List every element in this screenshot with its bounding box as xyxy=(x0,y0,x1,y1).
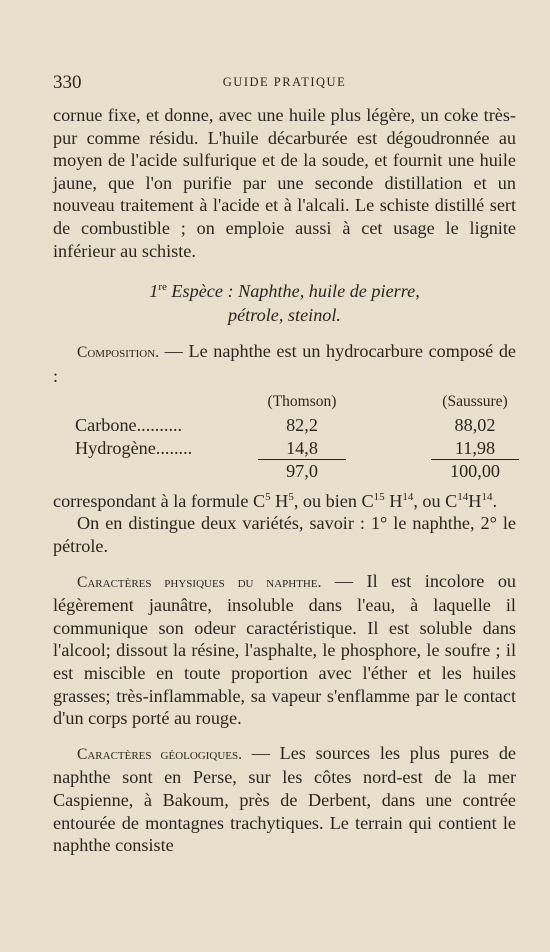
row-label: Hydrogène........ xyxy=(75,437,193,458)
geological-text: — Les sources les plus pures de naphthe sont en Perse, sur les côtes nord-est de la mer Caspienne, à Bakoum, près de Derbent, dans une contrée entourée de montagnes trachytiques. Le terrain qui contient le naphthe consiste xyxy=(53,742,517,856)
col-header-thomson: (Thomson) xyxy=(267,393,337,411)
paragraph-schiste: cornue fixe, et donne, avec une huile plus légère, un coke très-pur comme résidu. L'huile décarburée est dégoudronnée au moyen de l'acide sulfurique et de la soude, et fournit une huile jaune, que l'on purifie par une seconde distillation et un nouveau traitement à l'acide et à l'alcali. Le schiste distillé sert de combustible ; on emploie aussi à cet usage le lignite inférieur au schiste. xyxy=(53,105,516,261)
formula-text: H xyxy=(384,490,403,511)
table-row xyxy=(53,414,516,437)
col-header-saussure: (Saussure) xyxy=(442,393,508,411)
saussure-value: 11,98 xyxy=(454,437,496,458)
table-total-row xyxy=(53,459,516,482)
species-number: 1 xyxy=(149,281,159,302)
formula-paragraph xyxy=(53,486,516,513)
geological-paragraph xyxy=(53,742,516,857)
species-heading xyxy=(53,275,516,327)
formula-text: H xyxy=(468,490,482,511)
thomson-total: 97,0 xyxy=(258,459,346,483)
formula-subscript: 14 xyxy=(457,490,469,503)
species-title-line1: Espèce : Naphthe, huile de pierre, xyxy=(166,281,420,302)
species-number-suffix: re xyxy=(158,281,167,294)
formula-text: . xyxy=(492,490,497,511)
physical-title: Caractères physiques du naphthe. xyxy=(77,573,322,591)
physical-text: — Il est incolore ou légèrement jaunâtre, insoluble dans l'eau, à laquelle il communique son odeur caractéristique. Il est soluble dans l'alcool; dissout la résine, l'asphalte, le phosphore, le soufre ; il est miscible en toute proportion avec l'éther et les huiles grasses; très-inflammable, sa vapeur s'enflamme par le contact d'un corps porté au rouge. xyxy=(53,570,517,729)
formula-subscript: 14 xyxy=(481,490,493,503)
formula-text: , ou bien C xyxy=(293,490,374,511)
composition-paragraph xyxy=(53,340,516,387)
geological-title: Caractères géologiques. xyxy=(77,745,243,763)
saussure-value: 88,02 xyxy=(454,415,496,435)
formula-text: H xyxy=(270,490,289,511)
page-header xyxy=(53,72,516,96)
formula-subscript: 14 xyxy=(402,490,414,503)
formula-subscript: 5 xyxy=(265,490,271,503)
physical-paragraph xyxy=(53,570,516,730)
formula-subscript: 5 xyxy=(288,490,294,503)
table-row xyxy=(53,437,516,460)
composition-title: Composition. xyxy=(77,344,160,362)
thomson-value: 82,2 xyxy=(286,415,318,435)
saussure-total: 100,00 xyxy=(431,459,519,483)
page-body xyxy=(53,104,516,857)
species-title-line2: pétrole, steinol. xyxy=(228,305,341,326)
table-header-row xyxy=(53,391,516,414)
row-label: Carbone.......... xyxy=(75,415,183,435)
varieties-paragraph: On en distingue deux variétés, savoir : 1° le naphthe, 2° le pétrole. xyxy=(53,513,516,557)
formula-text: correspondant à la formule C xyxy=(53,490,266,511)
page-number: 330 xyxy=(53,72,82,93)
thomson-value: 14,8 xyxy=(286,437,318,458)
formula-text: , ou C xyxy=(413,490,458,511)
formula-subscript: 15 xyxy=(373,490,385,503)
composition-table xyxy=(53,391,516,481)
running-head: GUIDE PRATIQUE xyxy=(222,75,347,89)
composition-intro: — Le naphthe est un hydrocarbure composé de : xyxy=(53,341,516,386)
